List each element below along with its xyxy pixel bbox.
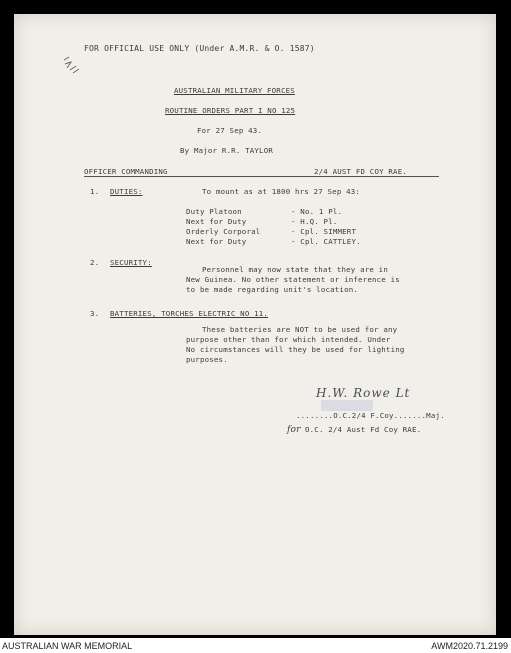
- section-2-line-3: to be made regarding unit's location.: [186, 285, 359, 294]
- section-2-number: 2.: [90, 258, 100, 267]
- section-3-line-1: These batteries are NOT to be used for any: [202, 325, 398, 334]
- section-1-title: DUTIES:: [110, 187, 143, 196]
- section-1-number: 1.: [90, 187, 100, 196]
- footer-source: AUSTRALIAN WAR MEMORIAL: [2, 641, 133, 651]
- duty-row-3-label: Orderly Corporal: [186, 227, 261, 236]
- section-2-title: SECURITY:: [110, 258, 152, 267]
- duty-row-4-value: - Cpl. CATTLEY.: [291, 237, 361, 246]
- duty-row-2-value: - H.Q. Pl.: [291, 217, 338, 226]
- section-2-line-2: New Guinea. No other statement or inference is: [186, 275, 400, 284]
- section-1-intro: To mount as at 1800 hrs 27 Sep 43:: [202, 187, 361, 196]
- for-mark: for: [287, 425, 301, 435]
- section-3-line-4: purposes.: [186, 355, 228, 364]
- header-rule: [84, 176, 439, 177]
- section-3-line-2: purpose other than for which intended. Under: [186, 335, 391, 344]
- duty-row-1-value: - No. 1 Pl.: [291, 207, 343, 216]
- pencil-scribble-mark: [61, 54, 83, 76]
- duty-row-3-value: - Cpl. SIMMERT: [291, 227, 357, 236]
- section-3-number: 3.: [90, 309, 100, 318]
- heading-australian-military-forces: AUSTRALIAN MILITARY FORCES: [174, 86, 295, 95]
- signature-stamp-line: ........O.C.2/4 F.Coy.......Maj.: [296, 411, 445, 420]
- section-3-line-3: No circumstances will they be used for lighting: [186, 345, 405, 354]
- duty-row-1-label: Duty Platoon: [186, 207, 242, 216]
- heading-routine-orders: ROUTINE ORDERS PART I NO 125: [165, 106, 296, 115]
- duty-row-4-label: Next for Duty: [186, 237, 247, 246]
- section-3-title: BATTERIES, TORCHES ELECTRIC NO 11.: [110, 309, 269, 318]
- duty-row-2-label: Next for Duty: [186, 217, 247, 226]
- footer-bar: [0, 638, 511, 653]
- section-2-line-1: Personnel may now state that they are in: [202, 265, 388, 274]
- date-line: For 27 Sep 43.: [197, 126, 263, 135]
- official-use-line: FOR OFFICIAL USE ONLY (Under A.M.R. & O. 1587): [84, 44, 315, 53]
- handwritten-signature: H.W. Rowe Lt: [316, 386, 411, 400]
- signature-title: O.C. 2/4 Aust Fd Coy RAE.: [305, 425, 422, 434]
- officer-commanding-label: OFFICER COMMANDING: [84, 167, 168, 176]
- by-line: By Major R.R. TAYLOR: [180, 146, 273, 155]
- stamp-mark: [321, 400, 373, 411]
- footer-accession-number: AWM2020.71.2199: [431, 641, 508, 651]
- unit-label: 2/4 AUST FD COY RAE.: [314, 167, 407, 176]
